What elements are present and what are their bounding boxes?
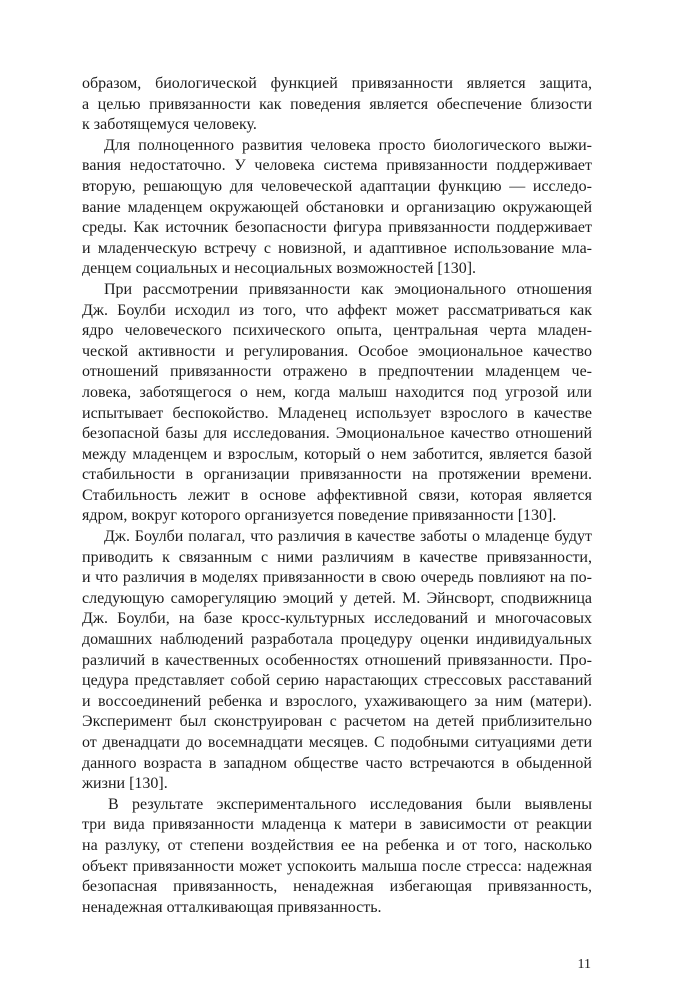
text-line: среды. Как источник безопасности фигура привязанности поддерживает — [82, 219, 592, 237]
text-line: данного возраста в западном обществе часто встречаются в обыденной — [82, 754, 592, 772]
text-line: Для полноценного развития человека просто биологического выжи- — [104, 136, 592, 154]
text-line: вания недостаточно. У человека система привязанности поддерживает — [82, 157, 592, 175]
text-line: к заботящемуся человеку. — [82, 116, 257, 134]
text-line: испытывает беспокойство. Младенец использует взрослого в качестве — [82, 404, 592, 422]
text-line: ческой активности и регулирования. Особое эмоциональное качество — [82, 342, 592, 360]
text-line: вторую, решающую для человеческой адаптации функцию — исследо- — [82, 177, 592, 195]
text-line: денцем социальных и несоциальных возможностей [130]. — [82, 260, 477, 278]
text-line: от двенадцати до восемнадцати месяцев. С подобными ситуациями дети — [82, 734, 592, 751]
text-line: три вида привязанности младенца к матери в зависимости от реакции — [82, 816, 592, 834]
text-line: стабильности в организации привязанности на протяжении времени. — [82, 466, 592, 484]
text-line: цедура представляет собой серию нарастающих стрессовых расставаний — [82, 672, 592, 690]
text-line: между младенцем и взрослым, который о нем заботится, является базой — [82, 445, 592, 463]
text-line: домашних наблюдений разработала процедуру оценки индивидуальных — [82, 631, 592, 649]
text-line: различий в качественных особенностях отношений привязанности. Про- — [82, 651, 592, 669]
text-line: вание младенцем окружающей обстановки и организацию окружающей — [82, 198, 592, 216]
text-line: отношений привязанности отражено в предпочтении младенцем че- — [82, 363, 592, 381]
paragraph — [82, 74, 592, 136]
paragraph — [82, 527, 592, 795]
text-line: и воссоединений ребенка и взрослого, ухаживающего за ним (матери). — [82, 692, 592, 710]
text-line: а целью привязанности как поведения является обеспечение близости — [82, 95, 592, 113]
text-line: на разлуку, от степени воздействия ее на ребенка и от того, насколько — [82, 836, 592, 854]
text-line: Эксперимент был сконструирован с расчетом на детей приблизительно — [82, 713, 592, 731]
text-line: ловека, заботящегося о нем, когда малыш находится под угрозой или — [82, 383, 592, 401]
text-line: ненадежная отталкивающая привязанность. — [82, 898, 382, 916]
text-line: образом, биологической функцией привязанности является защита, — [82, 75, 592, 92]
text-line: ядром, вокруг которого организуется поведение привязанности [130]. — [82, 507, 557, 525]
paragraph — [82, 280, 592, 527]
text-line: и младенческую встречу с новизной, и адаптивное использование мла- — [82, 239, 592, 257]
text-line: жизни [130]. — [82, 775, 168, 793]
text-line: безопасной базы для исследования. Эмоциональное качество отношений — [82, 425, 592, 443]
text-line: и что различия в моделях привязанности в свою очередь повлияют на по- — [82, 569, 592, 587]
text-line: ядро человеческого психического опыта, центральная черта младен- — [82, 322, 592, 340]
text-line: При рассмотрении привязанности как эмоционального отношения — [104, 280, 592, 298]
text-line: Стабильность лежит в основе аффективной связи, которая является — [82, 486, 592, 504]
text-line: следующую саморегуляцию эмоций у детей. М. Эйнсворт, сподвижница — [82, 589, 592, 607]
text-line: приводить к связанным с ними различиям в качестве привязанности, — [82, 548, 592, 566]
text-line: В результате экспериментального исследования были выявлены — [108, 795, 592, 813]
text-line: Дж. Боулби, на базе кросс-культурных исследований и многочасовых — [82, 610, 592, 628]
page-number: 11 — [577, 957, 591, 972]
paragraph — [82, 795, 592, 919]
text-line: объект привязанности может успокоить малыша после стресса: надежная — [82, 857, 592, 875]
text-line: Дж. Боулби полагал, что различия в качестве заботы о младенце будут — [104, 528, 592, 546]
paragraph — [82, 136, 592, 280]
page-body — [82, 74, 592, 918]
text-line: безопасная привязанность, ненадежная избегающая привязанность, — [82, 878, 592, 896]
text-line: Дж. Боулби исходил из того, что аффект может рассматриваться как — [82, 301, 592, 319]
